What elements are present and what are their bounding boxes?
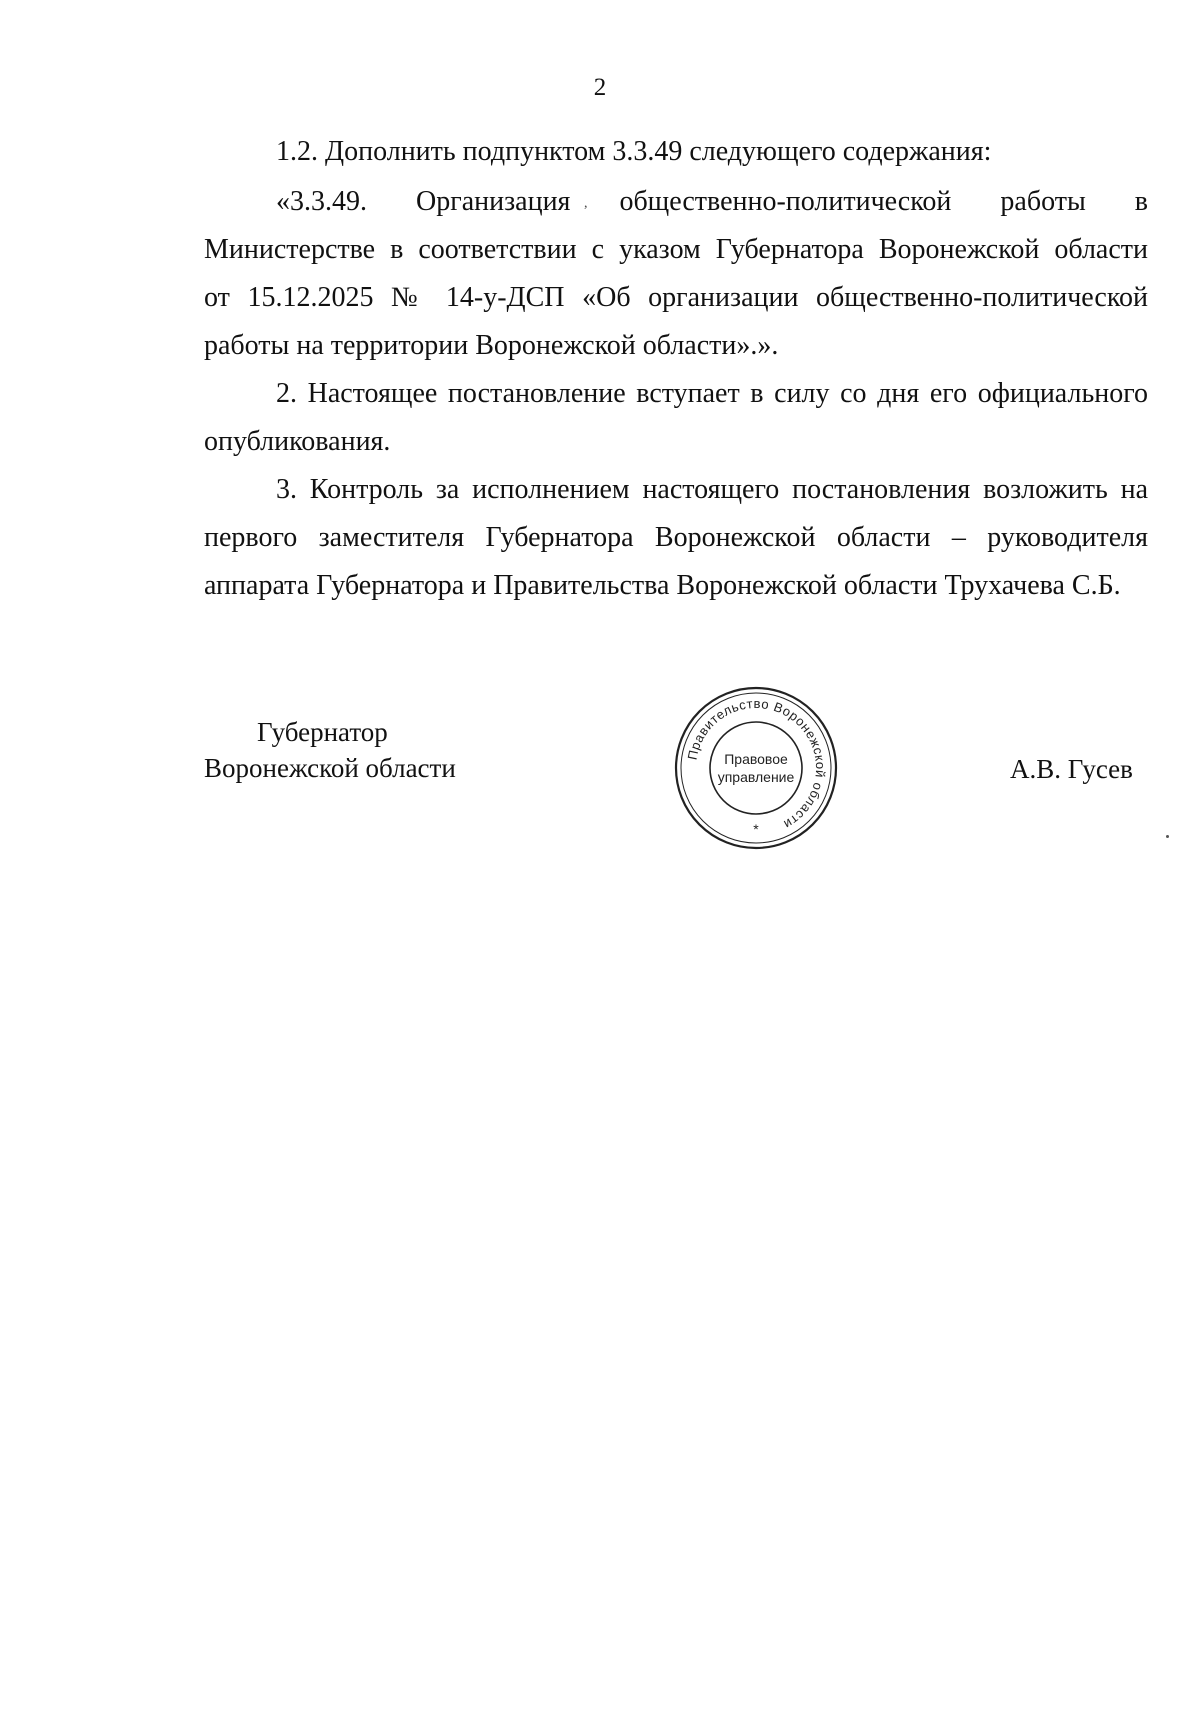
paragraph-line: аппарата Губернатора и Правительства Воронежской области Трухачева С.Б. (204, 570, 1121, 601)
word: «3.3.49. (276, 186, 367, 217)
document-body (204, 128, 1148, 610)
scan-artifact: , (584, 196, 588, 211)
paragraph-3 (204, 466, 1148, 610)
signatory-title (204, 714, 456, 786)
paragraph-2 (204, 370, 1148, 466)
word: общественно-политической (619, 186, 952, 217)
seal-outer-text: Правительство Воронежской области (684, 695, 829, 833)
paragraph-3-3-49 (204, 178, 1148, 370)
word: в (1134, 186, 1148, 217)
paragraph-line: Министерстве в соответствии с указом Губернатора Воронежской области (204, 234, 1148, 265)
signatory-title-line: Воронежской области (204, 753, 456, 783)
paragraph-line: опубликования. (204, 426, 391, 457)
paragraph-line (204, 178, 1148, 226)
word: Организация (416, 186, 571, 217)
word: работы (1000, 186, 1086, 217)
scan-artifact (1166, 835, 1169, 838)
seal-inner-text: Правовое (724, 751, 788, 767)
paragraph-line: 2. Настоящее постановление вступает в силу со дня его официального (276, 378, 1148, 409)
seal-star: * (753, 821, 759, 837)
paragraph-line: первого заместителя Губернатора Воронежской области – руководителя (204, 522, 1148, 553)
paragraph-line: 1.2. Дополнить подпунктом 3.3.49 следующего содержания: (276, 136, 992, 167)
paragraph-1-2 (204, 128, 1148, 178)
page-number: 2 (593, 74, 607, 101)
paragraph-line: работы на территории Воронежской области».». (204, 330, 779, 361)
paragraph-line: 3. Контроль за исполнением настоящего постановления возложить на (276, 474, 1148, 505)
signatory-title-line: Губернатор (257, 717, 388, 747)
seal-graphic (672, 684, 840, 852)
seal-inner-text: управление (717, 769, 795, 785)
signatory-name: А.В. Гусев (1010, 754, 1133, 784)
official-seal (672, 684, 840, 852)
paragraph-line: от 15.12.2025 № 14-у-ДСП «Об организации общественно-политической (204, 282, 1148, 313)
